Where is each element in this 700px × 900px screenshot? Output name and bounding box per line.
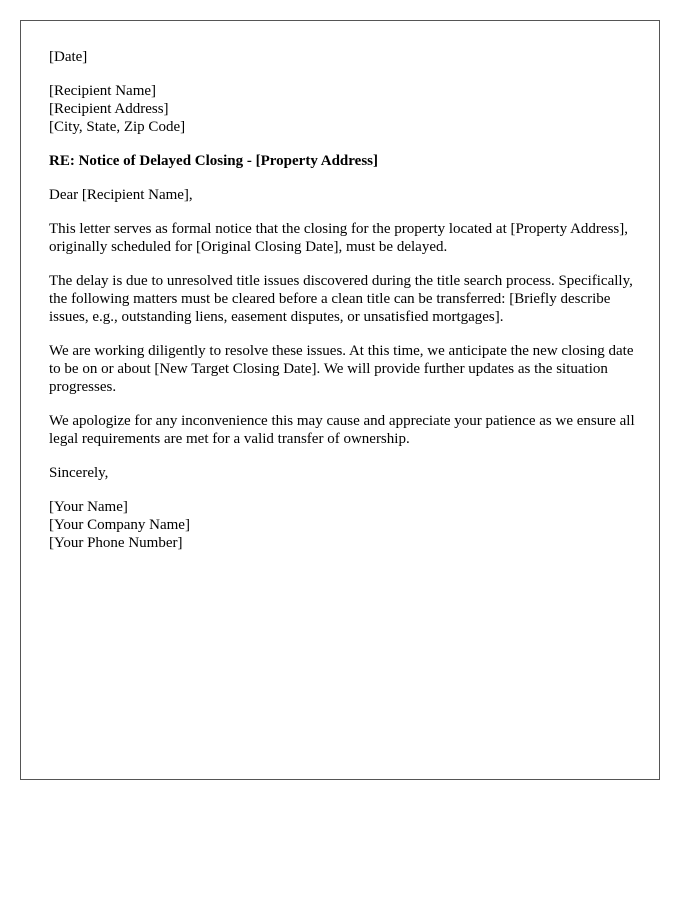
paragraph-status: We are working diligently to resolve these issues. At this time, we anticipate the new closing date to be on or about [New Target Closing Date]. We will provide further updates as the situation progresses. [49, 343, 634, 395]
sender-company: [Your Company Name] [49, 517, 190, 533]
sender-name: [Your Name] [49, 499, 128, 515]
paragraph-apology: We apologize for any inconvenience this may cause and appreciate your patience as we ensure all legal requirements are met for a valid transfer of ownership. [49, 413, 635, 447]
closing: Sincerely, [49, 465, 109, 481]
recipient-address: [Recipient Address] [49, 101, 169, 117]
paragraph-notice: This letter serves as formal notice that the closing for the property located at [Property Address], originally scheduled for [Original Closing Date], must be delayed. [49, 221, 628, 255]
subject-line: RE: Notice of Delayed Closing - [Property Address] [49, 153, 378, 169]
sender-phone: [Your Phone Number] [49, 535, 183, 551]
salutation: Dear [Recipient Name], [49, 187, 193, 203]
date-text: [Date] [49, 49, 88, 65]
letter-page [20, 20, 660, 780]
paragraph-reason: The delay is due to unresolved title issues discovered during the title search process. Specifically, the following matters must be cleared before a clean title can be transferred: [Briefly describe issues, e.g., outstanding liens, easement disputes, or unsatisfied mortgages]. [49, 273, 633, 325]
recipient-name: [Recipient Name] [49, 83, 157, 99]
sender-block [49, 498, 639, 552]
recipient-block [49, 82, 639, 136]
recipient-city-state-zip: [City, State, Zip Code] [49, 119, 186, 135]
letter-body [49, 48, 639, 568]
date-line [49, 48, 639, 66]
